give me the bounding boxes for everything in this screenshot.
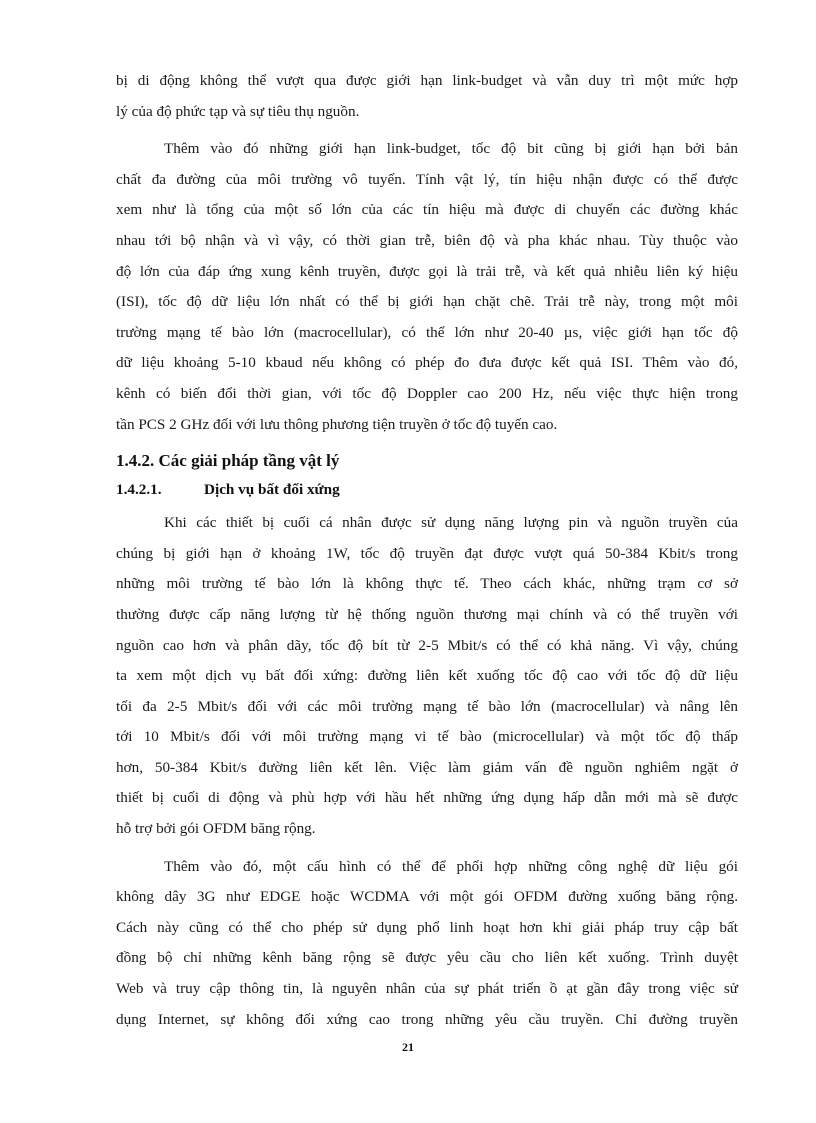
text-line: Web và truy cập thông tin, là nguyên nhân của sự phát triển ồ ạt gần đây trong việc sử xyxy=(116,980,738,998)
text-line: tần PCS 2 GHz đối với lưu thông phương tiện truyền ở tốc độ tuyến cao. xyxy=(116,415,558,433)
text-line: lý của độ phức tạp và sự tiêu thụ nguồn. xyxy=(116,102,360,120)
text-line: dụng Internet, sự không đối xứng cao trong những yêu cầu truyền. Chỉ đường truyền xyxy=(116,1010,738,1028)
text-line: độ lớn của đáp ứng xung kênh truyền, được gọi là trải trễ, và kết quả nhiễu liên ký hiệu xyxy=(116,262,738,280)
text-line: trường mạng tế bào lớn (macrocellular), có thể lớn như 20-40 µs, việc giới hạn tốc độ xyxy=(116,323,738,341)
paragraph xyxy=(116,134,738,440)
subsection-number: 1.4.2.1. xyxy=(116,481,162,499)
text-line: đồng bộ chỉ những kênh băng rộng sẽ được yêu cầu cho liên kết xuống. Trình duyệt xyxy=(116,949,738,967)
text-line: thiết bị cuối di động và phù hợp với hầu hết những ứng dụng hấp dẫn mới mà sẽ được xyxy=(116,789,738,807)
text-line: hỗ trợ bởi gói OFDM băng rộng. xyxy=(116,820,316,838)
text-line: thường được cấp năng lượng từ hệ thống nguồn thương mại chính và có thể truyền với xyxy=(116,605,738,623)
text-line: Cách này cũng có thể cho phép sử dụng phổ linh hoạt hơn khi giải pháp truy cập bất xyxy=(116,918,738,936)
text-line: tối đa 2-5 Mbit/s đối với các môi trường mạng tế bào lớn (macrocellular) và nâng lên xyxy=(116,697,738,715)
text-line: ta xem một dịch vụ bất đối xứng: đường liên kết xuống tốc độ cao với tốc độ dữ liệu xyxy=(116,667,738,685)
text-line: không dây 3G như EDGE hoặc WCDMA với một gói OFDM đường xuống băng rộng. xyxy=(116,888,738,906)
text-line: chất đa đường của môi trường vô tuyến. Tính vật lý, tín hiệu nhận được có thể được xyxy=(116,170,738,188)
section-heading: 1.4.2. Các giải pháp tầng vật lý xyxy=(116,451,340,471)
paragraph xyxy=(116,508,738,845)
text-line: Thêm vào đó, một cấu hình có thể để phối hợp những công nghệ dữ liệu gói xyxy=(164,857,738,875)
text-line: (ISI), tốc độ dữ liệu lớn nhất có thể bị giới hạn chặt chẽ. Trải trễ này, trong một môi xyxy=(116,293,738,311)
text-line: kênh có biến đổi thời gian, với tốc độ Doppler cao 200 Hz, nếu việc thực hiện trong xyxy=(116,384,738,402)
text-line: dữ liệu khoảng 5-10 kbaud nếu không có phép đo đưa được kết quả ISI. Thêm vào đó, xyxy=(116,354,738,372)
subsection-title: Dịch vụ bất đối xứng xyxy=(204,481,340,499)
subsection-heading xyxy=(116,476,738,504)
text-line: Khi các thiết bị cuối cá nhân được sử dụng năng lượng pin và nguồn truyền của xyxy=(164,514,738,532)
text-line: những môi trường tế bào lớn là không thực tế. Theo cách khác, những trạm cơ sở xyxy=(116,575,738,593)
text-line: xem như là tổng của một số lớn của các tín hiệu mà được di chuyển các đường khác xyxy=(116,201,738,219)
paragraph xyxy=(116,852,738,1036)
page-number: 21 xyxy=(402,1040,414,1054)
paragraph xyxy=(116,66,738,127)
text-line: hơn, 50-384 Kbit/s đường liên kết lên. Việc làm giảm vấn đề nguồn nghiêm ngặt ở xyxy=(116,758,738,776)
text-line: tới 10 Mbit/s đối với môi trường mạng vi tế bào (microcellular) và một tốc độ thấp xyxy=(116,728,738,746)
text-line: nguồn cao hơn và phân dãy, tốc độ bít từ 2-5 Mbit/s có thể có khả năng. Vì vậy, chúng xyxy=(116,636,738,654)
text-line: bị di động không thể vượt qua được giới hạn link-budget và vẫn duy trì một mức hợp xyxy=(116,72,738,89)
text-line: chúng bị giới hạn ở khoảng 1W, tốc độ truyền đạt được vượt quá 50-384 Kbit/s trong xyxy=(116,544,738,562)
document-page xyxy=(116,66,738,1035)
text-line: Thêm vào đó những giới hạn link-budget, tốc độ bit cũng bị giới hạn bởi bản xyxy=(164,140,738,158)
text-line: nhau tới bộ nhận và vì vậy, có thời gian trễ, biên độ và pha khác nhau. Tùy thuộc vào xyxy=(116,231,738,249)
